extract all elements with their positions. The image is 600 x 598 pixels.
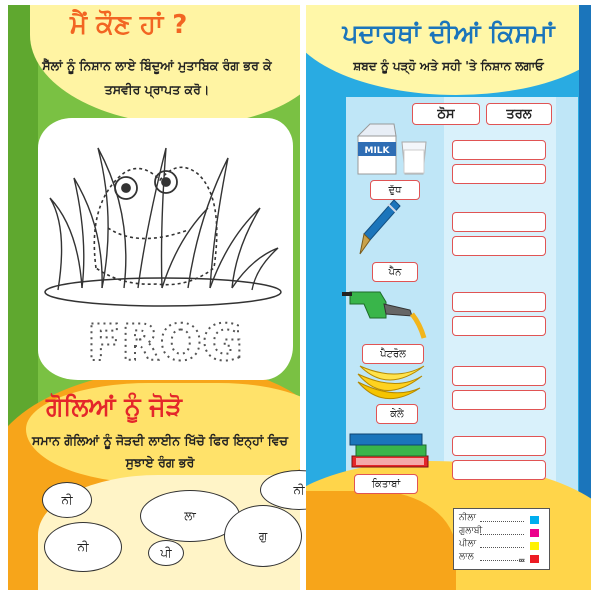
bead-circle[interactable] — [42, 482, 92, 518]
legend-dotline — [480, 547, 524, 548]
answer-box[interactable] — [452, 390, 546, 410]
color-legend — [453, 508, 550, 570]
word-label: ਪੈਟਰੋਲ — [362, 344, 424, 364]
pen-icon — [356, 196, 402, 258]
legend-dotline — [480, 534, 524, 535]
legend-label-pink: ਗੁਲਾਬੀ — [459, 526, 483, 536]
word-label: ਕੇਲੇ — [376, 404, 418, 424]
legend-label-yellow: ਪੀਲਾ — [459, 539, 477, 549]
answer-box[interactable] — [452, 212, 546, 232]
answer-box[interactable] — [452, 366, 546, 386]
answer-box[interactable] — [452, 140, 546, 160]
answer-box[interactable] — [452, 164, 546, 184]
legend-dotline — [480, 521, 524, 522]
bead-circle[interactable] — [224, 505, 302, 567]
answer-box[interactable] — [452, 236, 546, 256]
milk-carton-icon — [352, 120, 432, 176]
bead-label: ਗੁ — [258, 528, 268, 543]
legend-swatch-yellow — [530, 542, 539, 550]
join-circles-instruction: ਸਮਾਨ ਗੋਲਿਆਂ ਨੂੰ ਜੋੜਦੀ ਲਾਈਨ ਖਿੱਚੋ ਫਿਰ ਇਨ੍ਹਾਂ ਵਿਚ ਸੁਝਾਏ ਰੰਗ ਭਰੋ — [32, 433, 288, 470]
answer-box[interactable] — [452, 316, 546, 336]
frog-word: FROG — [86, 314, 244, 372]
bead-label: ਨੀ — [77, 539, 89, 554]
legend-swatch-red — [530, 555, 539, 563]
word-label: ਕਿਤਾਬਾਂ — [354, 474, 418, 494]
answer-box[interactable] — [452, 292, 546, 312]
bead-label: ਲਾ — [184, 508, 196, 523]
books-icon — [348, 426, 434, 470]
material-types-instruction: ਸ਼ਬਦ ਨੂੰ ਪੜ੍ਹੋ ਅਤੇ ਸਹੀ 'ਤੇ ਨਿਸ਼ਾਨ ਲਗਾਓ — [353, 59, 544, 73]
bead-label: ਨੀ — [293, 482, 305, 497]
join-circles-title: ਗੋਲਿਆਂ ਨੂੰ ਜੋੜੋ — [46, 392, 182, 421]
answer-box[interactable] — [452, 460, 546, 480]
who-am-i-instruction: ਸੈੱਲਾਂ ਨੂੰ ਨਿਸ਼ਾਨ ਲਾਏ ਬਿੰਦੂਆਂ ਮੁਤਾਬਿਕ ਰੰਗ ਭਰ ਕੇ ਤਸਵੀਰ ਪ੍ਰਾਪਤ ਕਰੋ। — [42, 58, 272, 97]
legend-swatch-blue — [530, 516, 539, 524]
legend-label-red: ਲਾਲ — [459, 552, 474, 562]
legend-label-blue: ਨੀਲਾ — [459, 513, 476, 523]
column-header-solid: ਠੋਸ — [412, 103, 480, 125]
frog-picture-box — [38, 118, 293, 380]
bead-circle[interactable] — [148, 540, 184, 566]
who-am-i-title: ਮੈਂ ਕੌਣ ਹਾਂ ? — [70, 10, 188, 40]
legend-swatch-pink — [530, 529, 539, 537]
word-label: ਪੈੱਨ — [372, 262, 418, 282]
legend-equals-sign: = — [518, 556, 526, 566]
bead-label: ਨੀ — [61, 492, 73, 507]
word-label: ਦੁੱਧ — [370, 180, 420, 200]
answer-box[interactable] — [452, 436, 546, 456]
bananas-icon — [354, 360, 428, 402]
bead-label: ਪੀ — [160, 545, 172, 560]
column-header-liquid: ਤਰਲ — [486, 103, 552, 125]
milk-label: MILK — [364, 146, 390, 156]
frog-outline-drawing — [38, 118, 293, 380]
bead-circle[interactable] — [44, 522, 122, 572]
fuel-nozzle-icon — [340, 284, 440, 340]
material-types-title: ਪਦਾਰਥਾਂ ਦੀਆਂ ਕਿਸਮਾਂ — [342, 19, 555, 48]
